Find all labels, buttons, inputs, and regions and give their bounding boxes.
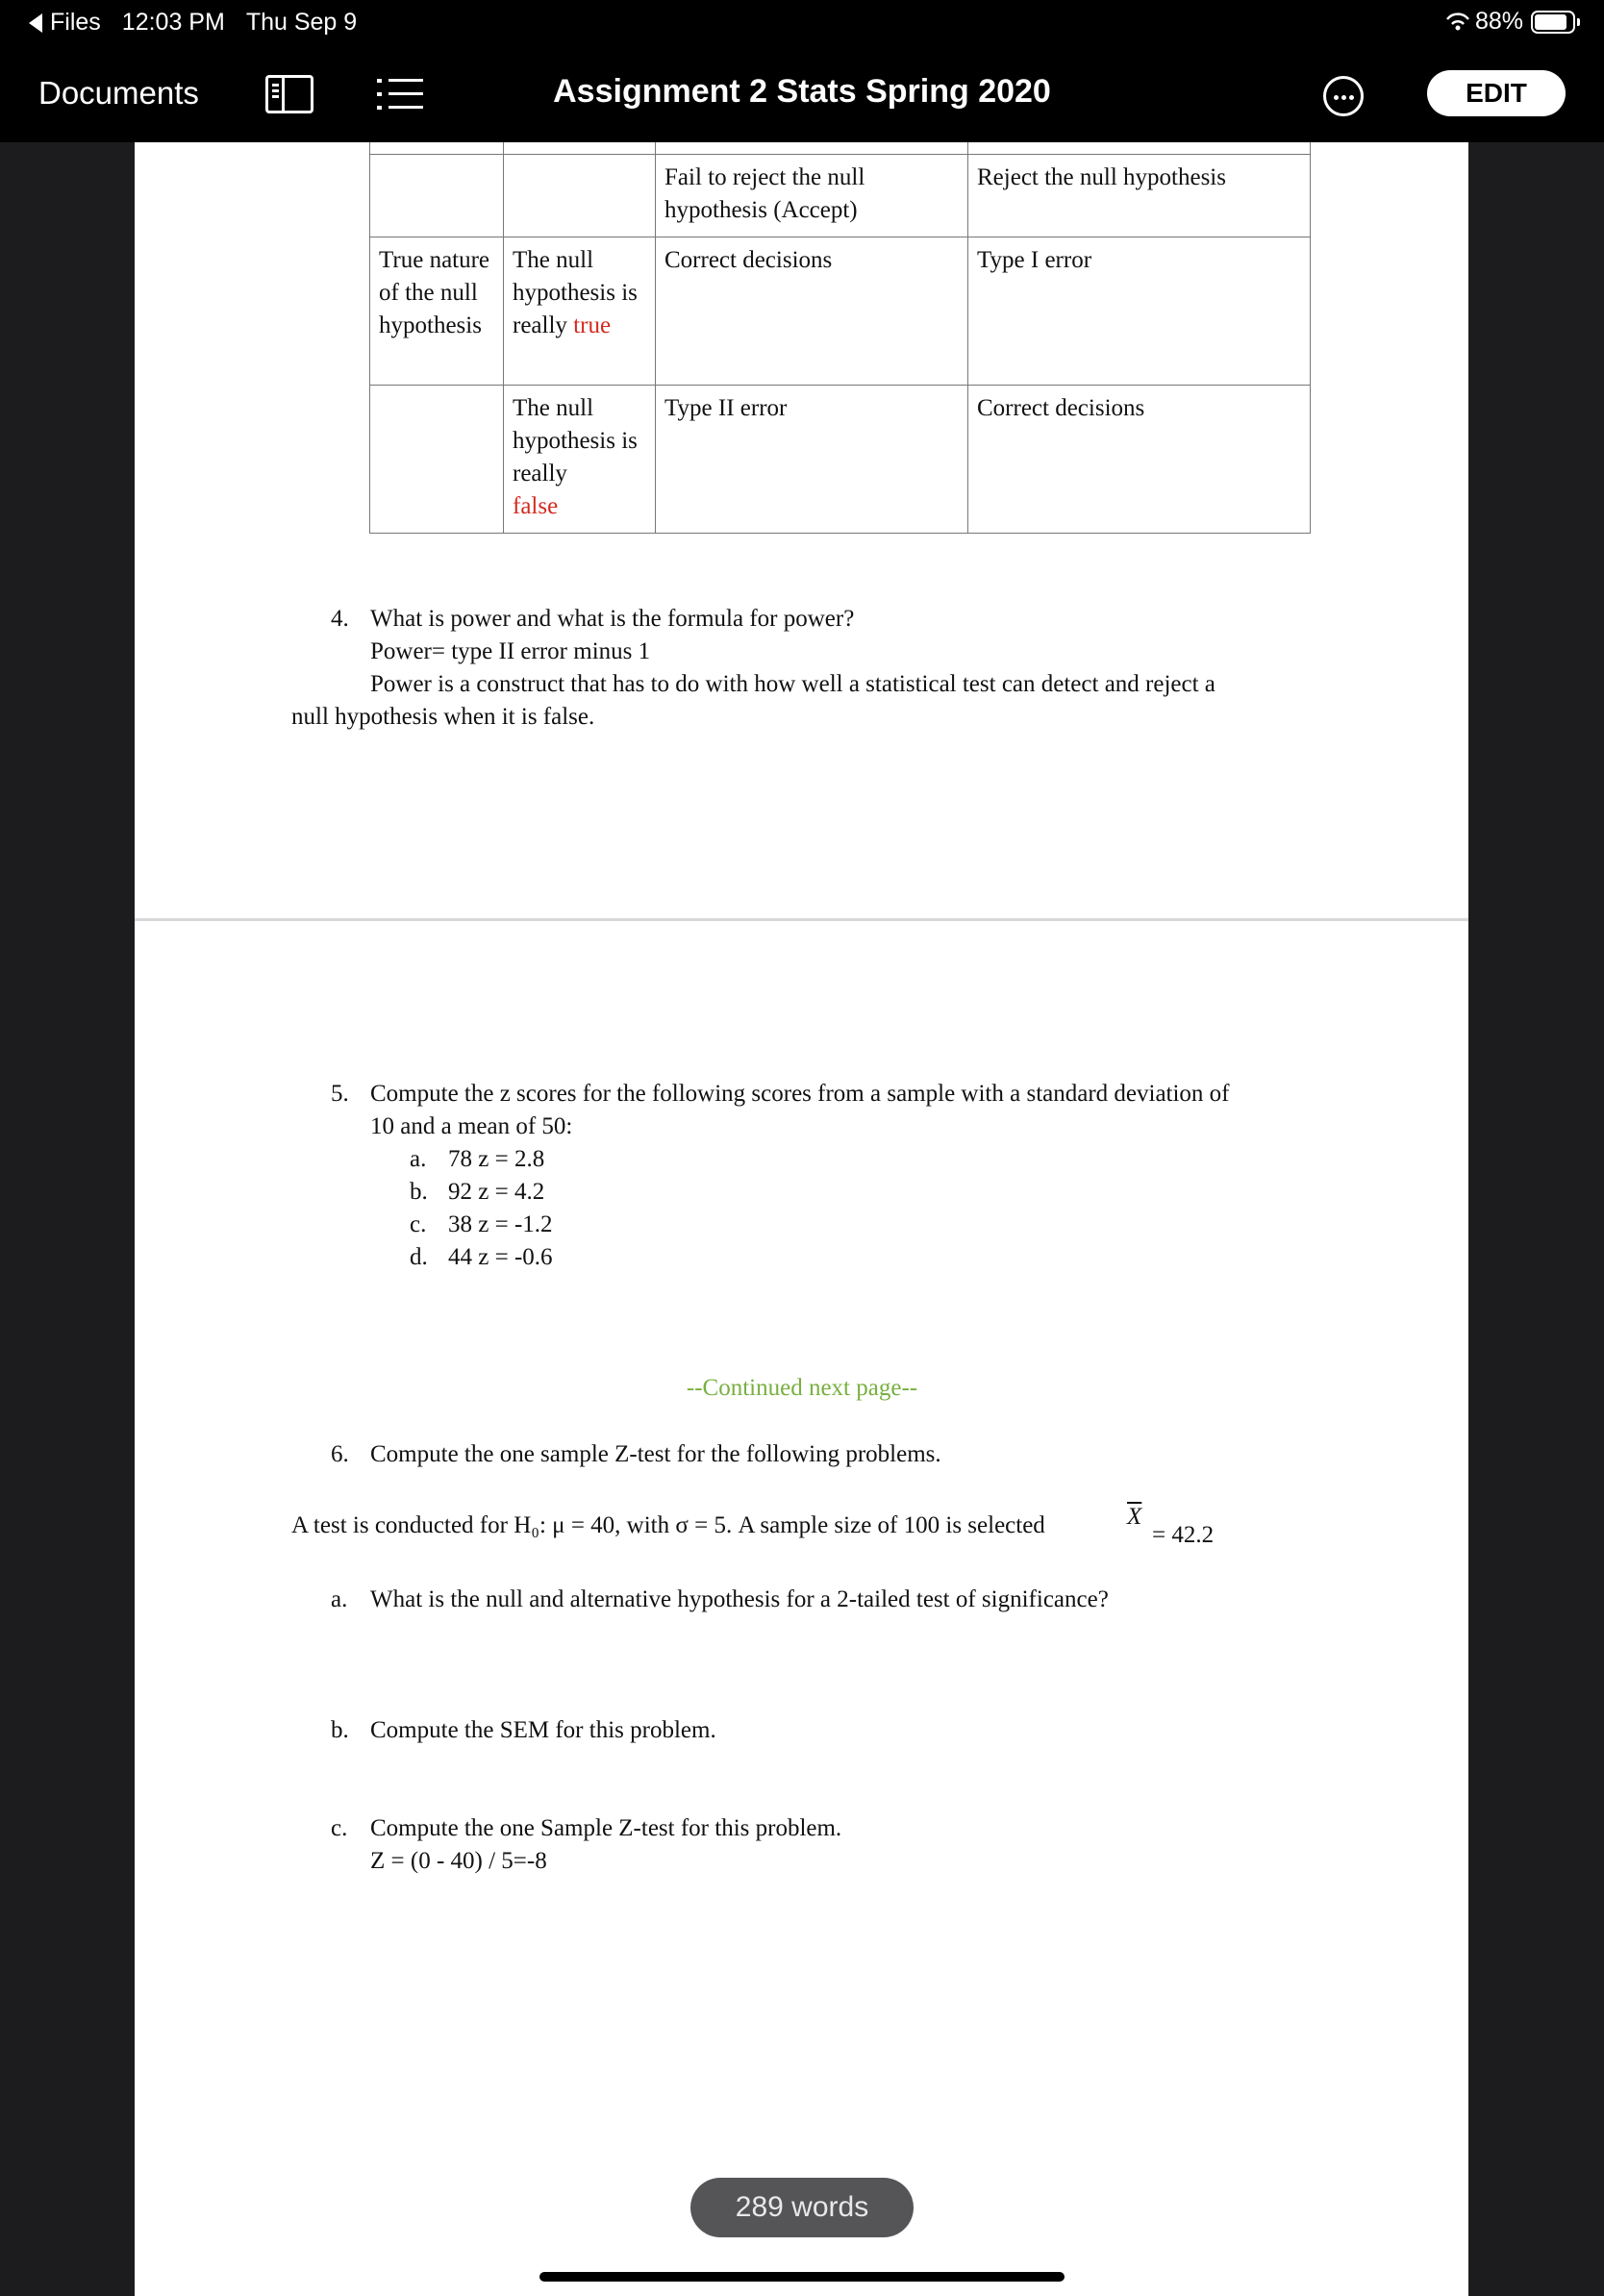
table-cell (370, 154, 504, 237)
status-indicators (1444, 8, 1575, 36)
status-bar (0, 0, 1604, 44)
q5-item-answer: 38 z = -1.2 (448, 1211, 553, 1237)
table-row (370, 385, 1311, 533)
q6c-question: Compute the one Sample Z-test for this problem. (370, 1815, 842, 1841)
table-cell (370, 385, 504, 533)
true-nature-label: True nature of the null hypothesis (370, 237, 504, 385)
cell-type-1-error: Type I error (968, 237, 1311, 385)
q5-item-answer: 92 z = 4.2 (448, 1179, 545, 1205)
q5-question-cont: 10 and a mean of 50: (370, 1113, 573, 1139)
q6-question: Compute the one sample Z-test for the following problems. (370, 1441, 941, 1467)
header-reject: Reject the null hypothesis (968, 154, 1311, 237)
q5-item-letter: b. (410, 1179, 428, 1205)
edit-button[interactable]: EDIT (1427, 70, 1566, 116)
q6a-letter: a. (331, 1586, 348, 1612)
decision-table (369, 142, 1311, 534)
q4-number: 4. (331, 606, 349, 632)
word-count-badge[interactable]: 289 words (690, 2178, 914, 2237)
q4-question: What is power and what is the formula for power? (370, 606, 855, 632)
false-word: false (513, 492, 559, 519)
back-to-files[interactable] (29, 9, 357, 37)
table-row (370, 237, 1311, 385)
q5-item-letter: c. (410, 1211, 427, 1237)
q5-item-answer: 78 z = 2.8 (448, 1146, 545, 1172)
q6b-letter: b. (331, 1717, 349, 1743)
cell-type-2-error: Type II error (656, 385, 968, 533)
xbar-symbol: $\overline{X}$ (1127, 1504, 1142, 1530)
q6b-question: Compute the SEM for this problem. (370, 1717, 716, 1743)
continued-note: --Continued next page-- (686, 1375, 918, 1401)
battery-icon (1531, 11, 1575, 34)
q4-answer-formula: Power= type II error minus 1 (370, 638, 651, 664)
documents-button[interactable]: Documents (38, 75, 199, 111)
navigation-bar (0, 44, 1604, 142)
q5-item-answer: 44 z = -0.6 (448, 1244, 553, 1270)
q5-item-letter: d. (410, 1244, 428, 1270)
q5-item-letter: a. (410, 1146, 427, 1172)
clock-time: 12:03 PM (121, 9, 225, 36)
wifi-icon (1444, 12, 1471, 33)
cell-correct-decisions: Correct decisions (968, 385, 1311, 533)
q6-prompt: A test is conducted for H₀: μ = 40, with σ = 5. A sample size of 100 is selected (291, 1512, 1045, 1538)
q4-answer-text-cont: null hypothesis when it is false. (291, 704, 595, 730)
document-title: Assignment 2 Stats Spring 2020 (553, 73, 1051, 110)
date: Thu Sep 9 (245, 9, 358, 36)
table-cell (504, 154, 656, 237)
cell-correct-decisions: Correct decisions (656, 237, 968, 385)
q4-answer-text: Power is a construct that has to do with how well a statistical test can detect and reject a (370, 671, 1216, 697)
back-label[interactable]: Files (50, 9, 101, 36)
table-row (370, 142, 1311, 154)
back-arrow-icon[interactable] (29, 13, 42, 33)
null-false-label: The null hypothesis is really false (504, 385, 656, 533)
xbar-value: = 42.2 (1152, 1522, 1215, 1548)
q6-number: 6. (331, 1441, 349, 1467)
q5-number: 5. (331, 1081, 349, 1107)
q6c-answer: Z = (0 - 40) / 5=-8 (370, 1848, 547, 1874)
q5-question: Compute the z scores for the following scores from a sample with a standard deviation of (370, 1081, 1230, 1107)
q6c-letter: c. (331, 1815, 348, 1841)
table-row (370, 154, 1311, 237)
more-options-icon[interactable] (1323, 76, 1364, 116)
home-indicator[interactable] (539, 2272, 1065, 2282)
header-fail-to-reject: Fail to reject the null hypothesis (Accept) (656, 154, 968, 237)
null-true-label: The null hypothesis is really true (504, 237, 656, 385)
true-word: true (573, 312, 612, 338)
battery-percent: 88% (1474, 8, 1523, 35)
q6a-question: What is the null and alternative hypothesis for a 2-tailed test of significance? (370, 1586, 1109, 1612)
